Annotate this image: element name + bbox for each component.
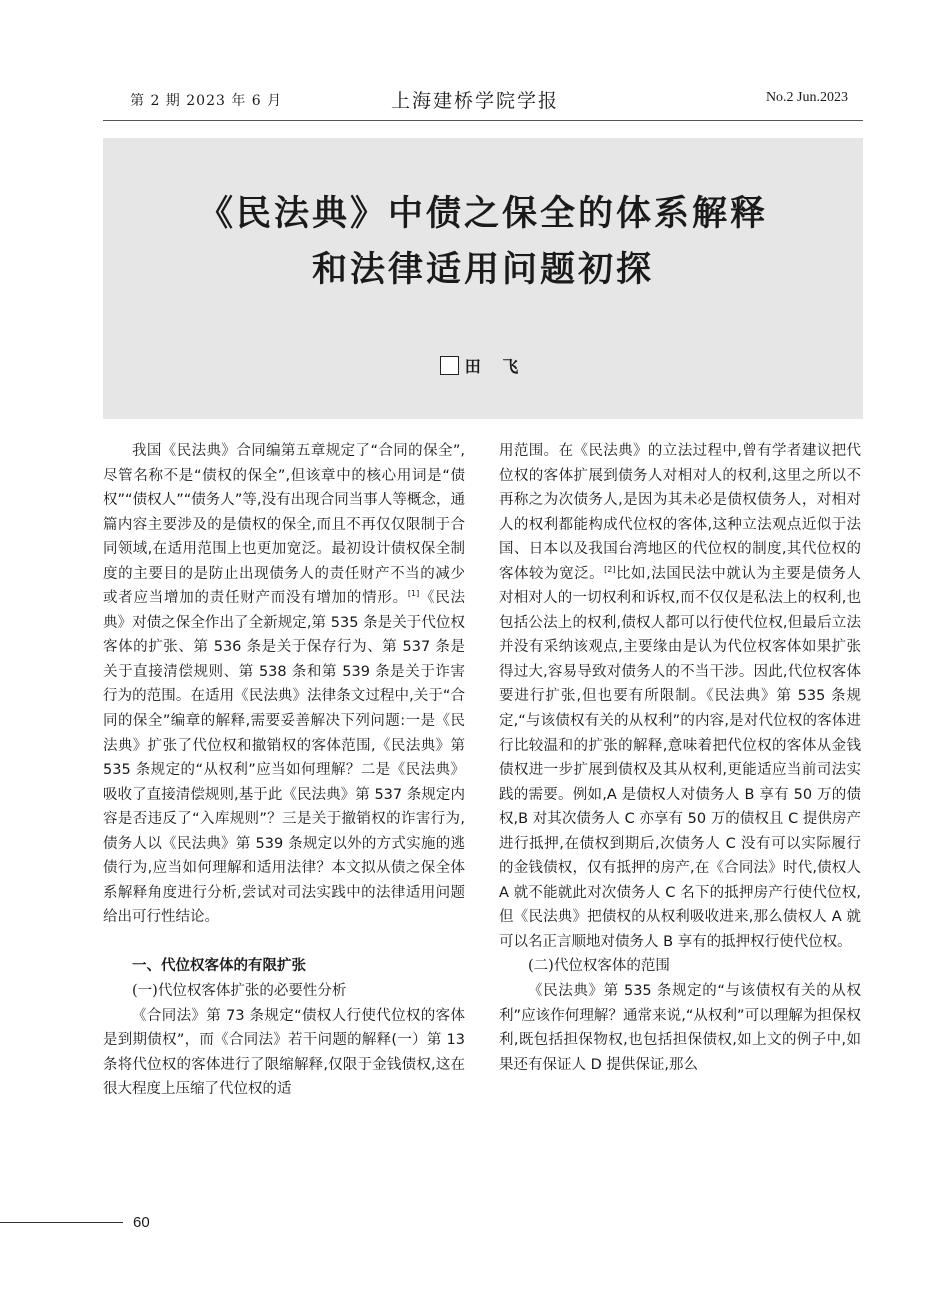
section-gap — [103, 930, 465, 955]
issue-date: 第 2 期 2023 年 6 月 — [130, 93, 283, 109]
article-title-line-2: 和法律适用问题初探 — [311, 249, 654, 290]
intro-text: 我国《民法典》合同编第五章规定了“合同的保全”,尽管名称不是“债权的保全”,但该章中的核心用词是“债权”“债权人”“债务人”等,没有出现合同当事人等概念，通篇内容主要涉及的是债权的保全,而且不再仅仅限制于合同领域,在适用范围上也更加宽泛。最初设计债权保全制度的主要目的是防止出现债务人的责任财产不当的减少或者应当增加的责任财产而没有增加的情形。 — [103, 443, 465, 607]
journal-name: 上海建桥学院学报 — [390, 90, 559, 112]
reference-2: [2] — [604, 564, 616, 574]
right-text-b: 比如,法国民法中就认为主要是债务人对相对人的一切权利和诉权,而不仅仅是私法上的权利,也包括公法上的权利,债权人都可以行使代位权,但最后立法并没有采纳该观点,主要缘由是认为代位权客体如果扩张得过大,容易导致对债务人的不当干涉。因此,代位权客体要进行扩张,但也要有所限制。《民法典》第 535 条规定,“与该债权有关的从权利”的内容,是对代位权的客体进行比较温和的扩张的解释,意味着把代位权的客体从金钱债权进一步扩展到债权及其从权利,更能适应当前司法实践的需要。例如,A 是债权人对债务人 B 享有 50 万的债权,B 对其次债务人 C 亦享有 50 万的债权且 C 提供房产进行抵押,在债权到期后,次债务人 C 没有可以实际履行的金钱债权，仅有抵押的房产,在《合同法》时代,债权人 A 就不能就此对次债务人 C 名下的抵押房产行使代位权,但《民法典》把债权的从权利吸收进来,那么债权人 A 就可以名正言顺地对债务人 B 享有的抵押权行使代位权。 — [499, 565, 862, 950]
header-rule — [103, 120, 863, 121]
author-box-icon — [440, 356, 459, 375]
right-column — [499, 439, 861, 1077]
author-name: 田 飞 — [464, 357, 527, 376]
running-header — [0, 86, 950, 116]
page-number: 60 — [133, 1214, 150, 1231]
article-title-line-1: 《民法典》中债之保全的体系解释 — [197, 193, 768, 234]
issue-date-en: No.2 Jun.2023 — [765, 90, 848, 105]
intro-text-continued: 《民法典》对债之保全作出了全新规定,第 535 条是关于代位权客体的扩张、第 536 条是关于保存行为、第 537 条是关于直接清偿规则、第 538 条和第 539 条是关于诈害行为的范围。在适用《民法典》法律条文过程中,关于“合同的保全”编章的解释,需要妥善解决下列问题:一是《民法典》扩张了代位权和撤销权的客体范围,《民法典》第 535 条规定的“从权利”应当如何理解？二是《民法典》吸收了直接清偿规则,基于此《民法典》第 537 条规定内容是否违反了“入库规则”？三是关于撤销权的诈害行为,债务人以《民法典》第 539 条规定以外的方式实施的逃债行为,应当如何理解和适用法律？本文拟从债之保全体系解释角度进行分析,尝试对司法实践中的法律适用问题给出可行性结论。 — [103, 590, 466, 926]
right-paragraph-1 — [499, 439, 861, 954]
title-block — [103, 138, 863, 419]
section-heading-1: 一、代位权客体的有限扩张 — [132, 958, 306, 975]
footer-rule — [0, 1222, 123, 1223]
paragraph-2: 《合同法》第 73 条规定“债权人行使代位权的客体是到期债权”，而《合同法》若干问题的解释(一）第 13 条将代位权的客体进行了限缩解释,仅限于金钱债权,这在很大程度上压缩了代位权的适 — [103, 1007, 465, 1098]
reference-1: [1] — [407, 589, 420, 599]
right-text-a: 用范围。在《民法典》的立法过程中,曾有学者建议把代位权的客体扩展到债务人对相对人的权利,这里之所以不再称之为次债务人,是因为其未必是债权债务人，对相对人的权利都能构成代位权的客体,这种立法观点近似于法国、日本以及我国台湾地区的代位权的制度,其代位权的客体较为宽泛。 — [499, 443, 861, 582]
left-column — [103, 439, 465, 1102]
intro-paragraph — [103, 439, 465, 930]
subsection-heading-1: (一)代位权客体扩张的必要性分析 — [132, 983, 347, 1000]
subsection-heading-2: (二)代位权客体的范围 — [528, 958, 670, 975]
author-line — [103, 354, 863, 377]
paragraph-3: 《民法典》第 535 条规定的“与该债权有关的从权利”应该作何理解？通常来说,“从权利”可以理解为担保权利,既包括担保物权,也包括担保债权,如上文的例子中,如果还有保证人 D 提供保证,那么 — [499, 983, 861, 1073]
